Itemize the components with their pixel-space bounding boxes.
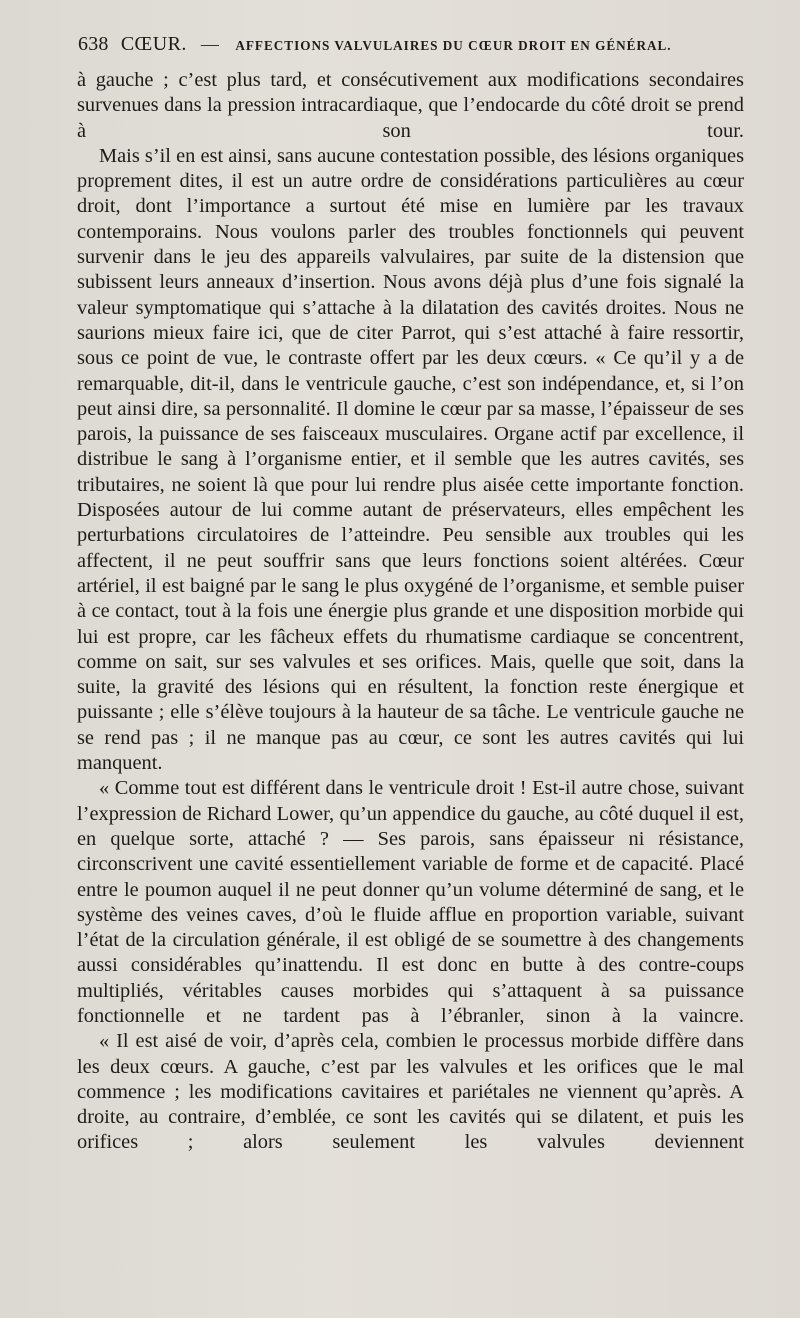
running-title: CŒUR. <box>120 33 187 55</box>
paragraph: à gauche ; c’est plus tard, et consécutivement aux modifications secondaires survenues dans la pression intracardiaque, que l’endocarde du côté droit se prend à son tour. <box>77 69 744 142</box>
page-header <box>78 33 758 59</box>
paragraph: Mais s’il en est ainsi, sans aucune contestation possible, des lésions organiques proprement dites, il est un autre ordre de considérations particulières au cœur droit, dont l’importance a surtout été mise en lumière par les travaux contemporains. Nous voulons parler des troubles fonctionnels qui peuvent survenir dans le jeu des appareils valvulaires, par suite de la distension que subissent leurs anneaux d’insertion. Nous avons déjà plus d’une fois signalé la valeur symptomatique qui s’attache à la dilatation des cavités droites. Nous ne saurions mieux faire ici, que de citer Parrot, qui s’est attaché à faire ressortir, sous ce point de vue, le contraste offert par les deux cœurs. « Ce qu’il y a de remarquable, dit-il, dans le ventricule gauche, c’est son indépendance, et, si l’on peut ainsi dire, sa personnalité. Il domine le cœur par sa masse, l’épaisseur de ses parois, la puissance de ses faisceaux musculaires. Organe actif par excellence, il distribue le sang à l’organisme entier, et il semble que les autres cavités, ses tributaires, ne soient là que pour lui rendre plus aisée cette importante fonction. Disposées autour de lui comme autant de préservateurs, elles empêchent les perturbations circulatoires de l’atteindre. Peu sensible aux troubles qui les affectent, il ne peut souffrir sans que leurs fonctions soient altérées. Cœur artériel, il est baigné par le sang le plus oxygéné de l’organisme, et semble puiser à ce contact, tout à la fois une énergie plus grande et une disposition morbide qui lui est propre, car les fâcheux effets du rhumatisme cardiaque se concentrent, comme on sait, sur ses valvules et ses orifices. Mais, quelle que soit, dans la suite, la gravité des lésions qui en résultent, la fonction reste énergique et puissante ; elle s’élève toujours à la hauteur de sa tâche. Le ventricule gauche ne se rend pas ; il ne manque pas au cœur, ce sont les autres cavités qui lui manquent. <box>77 144 744 775</box>
body-text <box>77 68 744 1156</box>
page-number: 638 <box>78 33 109 55</box>
paragraph: « Comme tout est différent dans le ventricule droit ! Est-il autre chose, suivant l’expression de Richard Lower, qu’un appendice du gauche, au côté duquel il est, en quelque sorte, attaché ? — Ses parois, sans épaisseur ni résistance, circonscrivent une cavité essentiellement variable de forme et de capacité. Placé entre le poumon auquel il ne peut donner qu’un volume déterminé de sang, et le système des veines caves, d’où le fluide afflue en proportion variable, suivant l’état de la circulation générale, il est obligé de se soumettre à des changements aussi considérables qu’inattendu. Il est donc en butte à des contre-coups multipliés, véritables causes morbides qui s’attaquent à sa puissance fonctionnelle et ne tardent pas à l’ébranler, sinon à la vaincre. <box>77 777 744 1027</box>
paragraph: « Il est aisé de voir, d’après cela, combien le processus morbide diffère dans les deux cœurs. A gauche, c’est par les valvules et les orifices que le mal commence ; les modifications cavitaires et pariétales ne viennent qu’après. A droite, au contraire, d’emblée, ce sont les cavités qui se dilatent, et puis les orifices ; alors seulement les valvules deviennent <box>77 1030 744 1154</box>
section-title: AFFECTIONS VALVULAIRES DU CŒUR DROIT EN GÉNÉRAL. <box>235 38 672 53</box>
header-dash: — <box>200 34 220 54</box>
